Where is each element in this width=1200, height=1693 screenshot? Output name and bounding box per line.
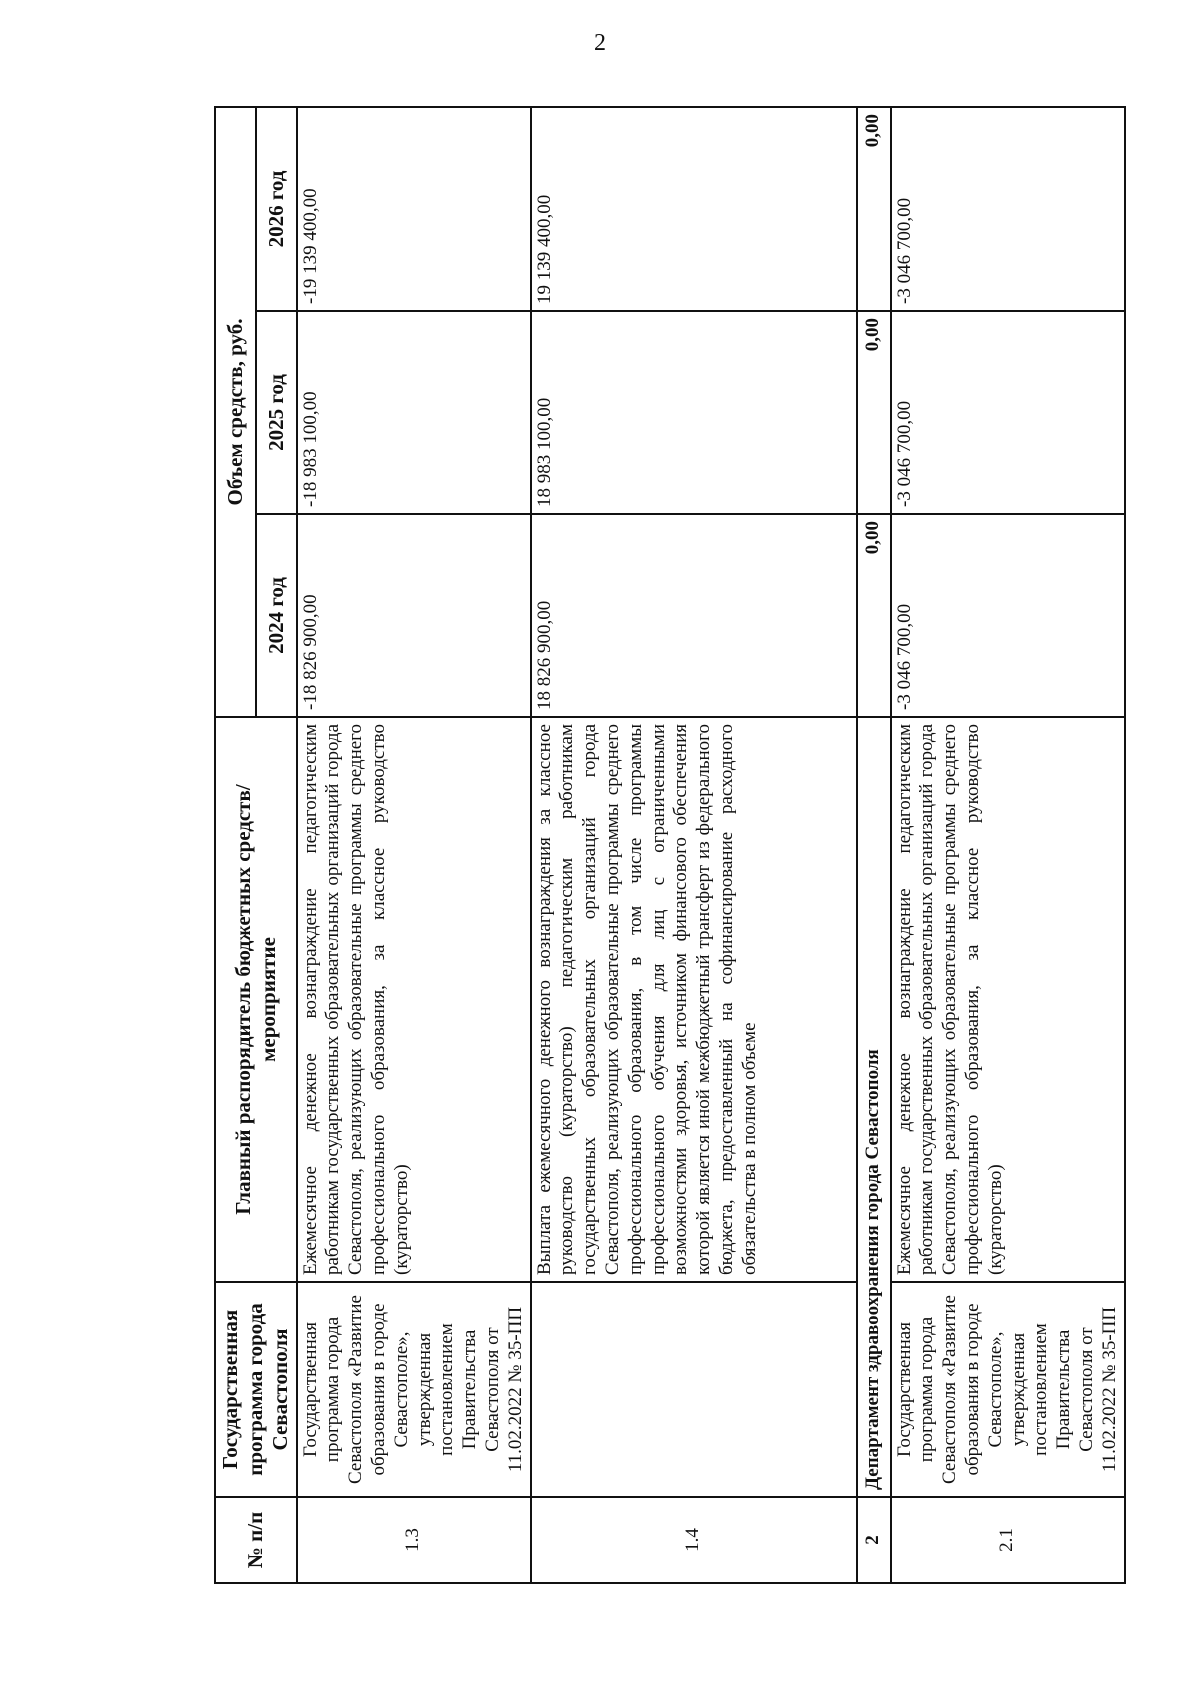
row-number: 2.1 [891,1497,1125,1583]
table-row [891,107,1125,1583]
value-2024: -18 826 900,00 [297,514,531,717]
value-2024: -3 046 700,00 [891,514,1125,717]
header-volume: Объем средств, руб. [215,107,256,717]
header-year-2025: 2025 год [256,311,297,514]
row-number: 1.4 [531,1497,857,1583]
program-cell: Государственная программа города Севастополя «Развитие образования в городе Севастополе», утвержденная постановлением Правительства Севастополя от 11.02.2022 № 35-ПП [891,1282,1125,1497]
value-2025: -3 046 700,00 [891,311,1125,514]
value-2025: -18 983 100,00 [297,311,531,514]
activity-cell: Ежемесячное денежное вознаграждение педагогическим работникам государственных образовательных организаций города Севастополя, реализующих образовательные программы среднего профессионального образования, за классное руководство (кураторство) [891,717,1125,1282]
activity-cell: Выплата ежемесячного денежного вознаграждения за классное руководство (кураторство) педагогическим работникам государственных образовательных организаций города Севастополя, реализующих образовательные программы среднего профессионального образования, в том числе программы профессионального обучения для лиц с ограниченными возможностями здоровья, источником финансового обеспечения которой является иной межбюджетный трансферт из федерального бюджета, предоставленный на софинансирование расходного обязательства в полном объеме [531,717,857,1282]
value-2026: -3 046 700,00 [891,107,1125,311]
value-2024: 18 826 900,00 [531,514,857,717]
table-row [531,107,857,1583]
page-number: 2 [594,30,606,56]
row-number: 2 [857,1497,891,1583]
value-2024: 0,00 [857,514,891,717]
department-title: Департамент здравоохранения города Севастополя [857,717,891,1497]
header-num: № п/п [215,1497,297,1583]
program-cell [531,1282,857,1497]
header-year-2024: 2024 год [256,514,297,717]
value-2026: 0,00 [857,107,891,311]
header-year-2026: 2026 год [256,107,297,311]
rotated-table-container [214,108,1120,1584]
rotated-table [214,108,1120,1584]
row-number: 1.3 [297,1497,531,1583]
value-2026: 19 139 400,00 [531,107,857,311]
header-activity: Главный распорядитель бюджетных средств/мероприятие [215,717,297,1282]
value-2025: 0,00 [857,311,891,514]
table-row [297,107,531,1583]
header-row-1 [215,107,256,1583]
value-2025: 18 983 100,00 [531,311,857,514]
header-program: Государственная программа города Севастополя [215,1282,297,1497]
department-row [857,107,891,1583]
activity-cell: Ежемесячное денежное вознаграждение педагогическим работникам государственных образовательных организаций города Севастополя, реализующих образовательные программы среднего профессионального образования, за классное руководство (кураторство) [297,717,531,1282]
value-2026: -19 139 400,00 [297,107,531,311]
program-cell: Государственная программа города Севастополя «Развитие образования в городе Севастополе», утвержденная постановлением Правительства Севастополя от 11.02.2022 № 35-ПП [297,1282,531,1497]
budget-table [214,106,1126,1584]
